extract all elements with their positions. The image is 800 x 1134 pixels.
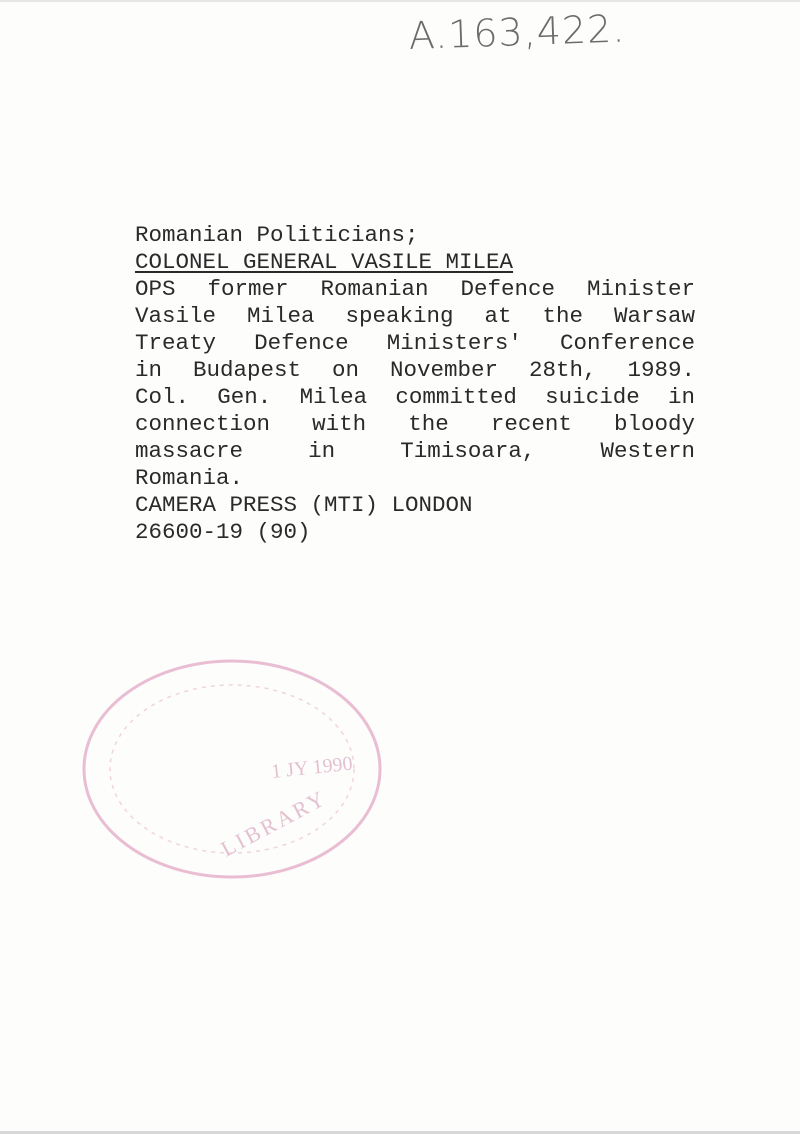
stamp-library-text: LIBRARY [216,784,332,862]
caption-line: Romania. [135,465,244,491]
caption-line: connection with the recent bloody [135,411,695,437]
caption-block [135,222,695,546]
stamp-date-text: 1 JY 1990 [270,752,354,783]
caption-line: massacre in Timisoara, Western [135,438,695,464]
caption-credit: CAMERA PRESS (MTI) LONDON [135,492,473,518]
library-stamp [76,652,388,886]
caption-line: Col. Gen. Milea committed suicide in [135,384,695,410]
caption-line: Treaty Defence Ministers' Conference [135,330,695,356]
caption-reference-number: 26600-19 (90) [135,519,311,545]
caption-line: OPS former Romanian Defence Minister [135,276,695,302]
handwritten-reference: A.163,422. [408,6,627,58]
page-edge-top [0,0,800,2]
caption-heading: COLONEL GENERAL VASILE MILEA [135,249,514,275]
caption-category: Romanian Politicians; [135,222,419,248]
caption-line: in Budapest on November 28th, 1989. [135,357,695,383]
caption-line: Vasile Milea speaking at the Warsaw [135,303,695,329]
